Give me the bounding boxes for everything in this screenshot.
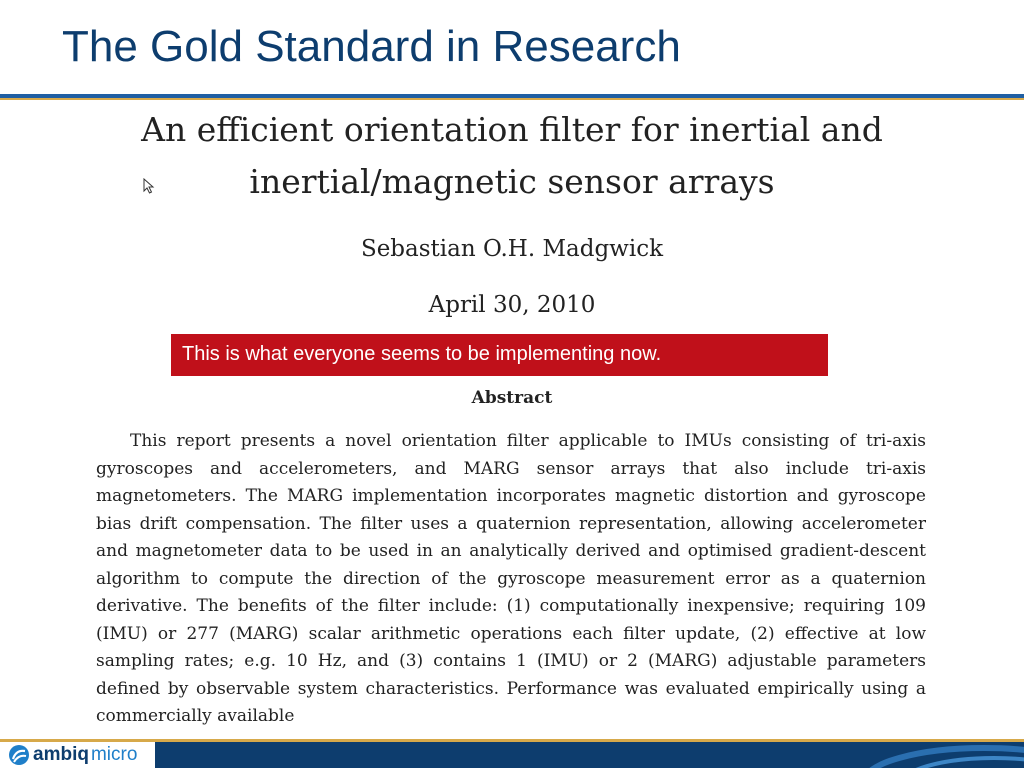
ambiq-micro-logo [8, 743, 137, 767]
title-divider-accent [0, 98, 1024, 100]
paper-date: April 30, 2010 [428, 292, 596, 318]
logo-text-micro: micro [90, 744, 138, 765]
footer-swirl-decoration [844, 742, 1024, 768]
ambiq-logo-icon [8, 744, 30, 766]
paper-title-line-1: An efficient orientation filter for inertial and [141, 110, 883, 149]
slide-title: The Gold Standard in Research [62, 22, 681, 71]
logo-text-ambiq: ambiq [33, 744, 89, 765]
cursor-icon [143, 178, 155, 194]
callout-banner: This is what everyone seems to be implementing now. [171, 334, 828, 376]
abstract-heading: Abstract [471, 388, 553, 408]
footer-bar [155, 742, 1024, 768]
paper-title-line-2: inertial/magnetic sensor arrays [249, 162, 775, 201]
abstract-body: This report presents a novel orientation filter applicable to IMUs consisting of tri-axis gyroscopes and accelerometers, and MARG sensor arrays that also include tri-axis magnetometers. The MARG implementation incorporates magnetic distortion and gyroscope bias drift compensation. The filter uses a quaternion representation, allowing accelerometer and magnetometer data to be used in an analytically derived and optimised gradient-descent algorithm to compute the direction of the gyroscope measurement error as a quaternion derivative. The benefits of the filter include: (1) computationally inexpensive; requiring 109 (IMU) or 277 (MARG) scalar arithmetic operations each filter update, (2) effective at low sampling rates; e.g. 10 Hz, and (3) contains 1 (IMU) or 2 (MARG) adjustable parameters defined by observable system characteristics. Performance was evaluated empirically using a commercially available [96, 431, 926, 726]
paper-author: Sebastian O.H. Madgwick [360, 236, 664, 262]
